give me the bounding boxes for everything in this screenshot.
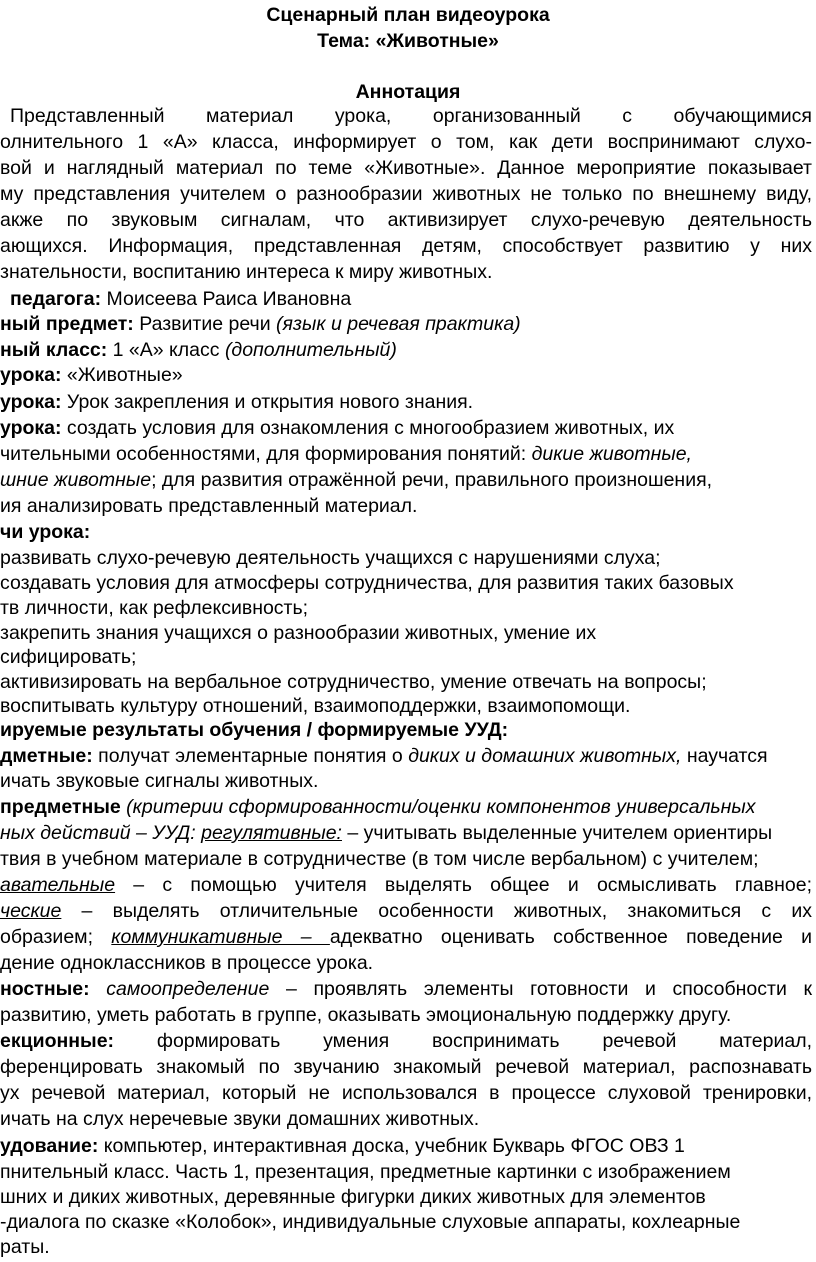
- lesson-goal-line-4: ия анализировать представленный материал.: [0, 495, 418, 517]
- correction-results-line-4: ичать на слух неречевые звуки домашних животных.: [0, 1108, 480, 1130]
- equipment-line-5: раты.: [0, 1236, 50, 1258]
- meta-results-line-3: твия в учебном материале в сотрудничестве (в том числе вербальном) с учителем;: [0, 848, 759, 870]
- task-item: сифицировать;: [0, 646, 137, 668]
- document-topic: Тема: «Животные»: [317, 30, 499, 52]
- subject-field: ный предмет: Развитие речи (язык и речевая практика): [0, 313, 521, 335]
- meta-results-line-6: образием; коммуникативные – адекватно оценивать собственное поведение и: [0, 926, 812, 948]
- equipment-line-4: -диалога по сказке «Колобок», индивидуальные слуховые аппараты, кохлеарные: [0, 1211, 741, 1233]
- document-title: Сценарный план видеоурока: [266, 4, 550, 26]
- class-field: ный класс: 1 «А» класс (дополнительный): [0, 339, 397, 361]
- annotation-line-6: ающихся. Информация, представленная детям, способствует развитию у них: [0, 235, 812, 257]
- lesson-type-field: урока: Урок закрепления и открытия нового знания.: [0, 391, 474, 413]
- equipment-line-2: пнительный класс. Часть 1, презентация, предметные картинки с изображением: [0, 1161, 731, 1183]
- task-item: создавать условия для атмосферы сотрудничества, для развития таких базовых: [0, 572, 734, 594]
- annotation-line-1: Представленный материал урока, организованный с обучающимися: [10, 105, 812, 127]
- tasks-heading: чи урока:: [0, 521, 91, 543]
- task-item: тв личности, как рефлексивность;: [0, 597, 309, 619]
- subject-results: дметные: получат элементарные понятия о диких и домашних животных, научатся: [0, 745, 768, 767]
- lesson-goal-field: урока: создать условия для ознакомления с многообразием животных, их: [0, 417, 675, 439]
- task-item: активизировать на вербальное сотрудничество, умение отвечать на вопросы;: [0, 671, 707, 693]
- lesson-goal-line-3: шние животные; для развития отражённой речи, правильного произношения,: [0, 469, 713, 491]
- annotation-line-4: му представления учителем о разнообразии животных не только по внешнему виду,: [0, 183, 812, 205]
- results-heading: ируемые результаты обучения / формируемые УУД:: [0, 719, 509, 741]
- correction-results-line-2: ференцировать знакомый по звучанию знакомый речевой материал, распознавать: [0, 1056, 812, 1078]
- task-item: воспитывать культуру отношений, взаимоподдержки, взаимопомощи.: [0, 695, 631, 717]
- correction-results-line-3: ух речевой материал, который не использовался в процессе слуховой тренировки,: [0, 1082, 812, 1104]
- task-item: развивать слухо-речевую деятельность учащихся с нарушениями слуха;: [0, 547, 661, 569]
- annotation-line-7: знательности, воспитанию интереса к миру животных.: [0, 261, 493, 283]
- task-item: закрепить знания учащихся о разнообразии животных, умение их: [0, 622, 597, 644]
- correction-results: екционные: формировать умения воспринимать речевой материал,: [0, 1030, 812, 1052]
- meta-results-line-4: авательные – с помощью учителя выделять общее и осмысливать главное;: [0, 874, 812, 896]
- personal-results-line-2: развитию, уметь работать в группе, оказывать эмоциональную поддержку другу.: [0, 1004, 732, 1026]
- meta-results-line-5: ческие – выделять отличительные особенности животных, знакомиться с их: [0, 900, 812, 922]
- lesson-topic-field: урока: «Животные»: [0, 364, 183, 386]
- teacher-field: педагога: Моисеева Раиса Ивановна: [10, 288, 352, 310]
- meta-results-line-2: ных действий – УУД: регулятивные: – учитывать выделенные учителем ориентиры: [0, 822, 773, 844]
- equipment-line-3: шних и диких животных, деревянные фигурки диких животных для элементов: [0, 1186, 706, 1208]
- equipment-field: удование: компьютер, интерактивная доска, учебник Букварь ФГОС ОВЗ 1: [0, 1135, 685, 1157]
- annotation-heading: Аннотация: [355, 81, 461, 103]
- annotation-line-5: акже по звуковым сигналам, что активизирует слухо-речевую деятельность: [0, 209, 812, 231]
- lesson-goal-line-2: чительными особенностями, для формирования понятий: дикие животные,: [0, 443, 692, 465]
- annotation-line-2: олнительного 1 «А» класса, информирует о том, как дети воспринимают слухо-: [0, 131, 812, 153]
- meta-results: предметные (критерии сформированности/оценки компонентов универсальных: [0, 796, 756, 818]
- personal-results: ностные: самоопределение – проявлять элементы готовности и способности к: [0, 978, 813, 1000]
- annotation-line-3: вой и наглядный материал по теме «Животные». Данное мероприятие показывает: [0, 157, 812, 179]
- meta-results-line-7: дение одноклассников в процессе урока.: [0, 952, 374, 974]
- subject-results-line-2: ичать звуковые сигналы животных.: [0, 770, 319, 792]
